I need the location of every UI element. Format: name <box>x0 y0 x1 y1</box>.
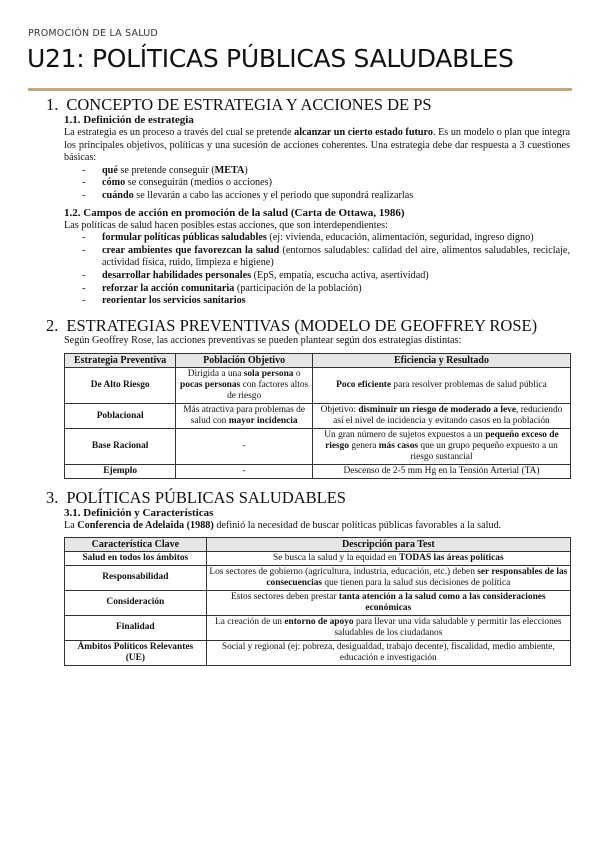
column-header: Descripción para Test <box>206 537 570 551</box>
table-cell: Dirigida a una sola persona o pocas personas con factores altos de riesgo <box>176 368 313 404</box>
table-cell: La creación de un entorno de apoyo para llevar una vida saludable y permitir las elecciones saludables de los ciudadanos <box>206 615 570 640</box>
subsection-3-1-heading: 3.1. Definición y Características <box>64 507 214 520</box>
table-cell: Descenso de 2-5 mm Hg en la Tensión Arterial (TA) <box>312 465 570 479</box>
list-item: - desarrollar habilidades personales (EpS, empatía, escucha activa, asertividad) <box>64 270 570 283</box>
table-cell: Estos sectores deben prestar tanta atención a la salud como a las consideraciones económicas <box>206 590 570 615</box>
row-label: Responsabilidad <box>65 565 207 590</box>
row-label: Base Racional <box>65 429 176 465</box>
table-row <box>65 565 571 590</box>
section-1-heading: 1. CONCEPTO DE ESTRATEGIA Y ACCIONES DE PS <box>46 95 432 114</box>
table-row <box>65 640 571 665</box>
rose-strategies-table <box>64 353 571 479</box>
table-cell: Más atractiva para problemas de salud con mayor incidencia <box>176 404 313 429</box>
list-item: - cuándo se llevarán a cabo las acciones y el periodo que supondrá realizarlas <box>64 190 570 203</box>
list-item: - reorientar los servicios sanitarios <box>64 295 570 308</box>
list-item: - cómo se conseguirán (medios o acciones) <box>64 177 570 190</box>
table-cell: - <box>176 465 313 479</box>
table-header-row <box>65 354 571 368</box>
row-label: Poblacional <box>65 404 176 429</box>
subsection-1-2-heading: 1.2. Campos de acción en promoción de la salud (Carta de Ottawa, 1986) <box>64 206 405 219</box>
column-header: Eficiencia y Resultado <box>312 354 570 368</box>
table-row <box>65 615 571 640</box>
table-cell: - <box>176 429 313 465</box>
title-rule <box>28 88 572 91</box>
row-label: Salud en todos los ámbitos <box>65 551 207 565</box>
table-cell: Los sectores de gobierno (agricultura, industria, educación, etc.) deben ser responsables de las consecuencias que tienen para la salud sus decisiones de política <box>206 565 570 590</box>
action-fields-intro: Las políticas de salud hacen posibles estas acciones, que son interdependientes: <box>64 219 388 231</box>
main-content <box>46 95 570 666</box>
section-3-heading: 3. POLÍTICAS PÚBLICAS SALUDABLES <box>46 488 346 508</box>
table-cell: Se busca la salud y la equidad en TODAS las áreas políticas <box>206 551 570 565</box>
adelaida-definition: La Conferencia de Adelaida (1988) definió la necesidad de buscar políticas públicas favorables a la salud. <box>64 520 502 532</box>
row-label: De Alto Riesgo <box>65 368 176 404</box>
row-label: Consideración <box>65 590 207 615</box>
section-2-heading: 2. ESTRATEGIAS PREVENTIVAS (MODELO DE GEOFFREY ROSE) <box>46 315 538 335</box>
table-row <box>65 590 571 615</box>
table-cell: Un gran número de sujetos expuestos a un pequeño exceso de riesgo genera más casos que un grupo pequeño expuesto a un riesgo sustancial <box>312 429 570 465</box>
table-cell: Objetivo: disminuir un riesgo de moderado a leve, reduciendo así el nivel de incidencia y evitando casos en la población <box>312 404 570 429</box>
action-fields-list <box>64 232 570 308</box>
column-header: Estrategia Preventiva <box>65 354 176 368</box>
list-item: - crear ambientes que favorezcan la salud (entornos saludables: calidad del aire, alimentos saludables, reciclaje, actividad física, ruido, limpieza e higiene) <box>64 245 570 270</box>
table-header-row <box>65 537 571 551</box>
table-cell: Poco eficiente para resolver problemas de salud pública <box>312 368 570 404</box>
row-label: Ejemplo <box>65 465 176 479</box>
table-row <box>65 465 571 479</box>
page-title: U21: POLÍTICAS PÚBLICAS SALUDABLES <box>27 44 514 73</box>
row-label: Finalidad <box>65 615 207 640</box>
table-row <box>65 551 571 565</box>
healthy-policies-table <box>64 537 571 666</box>
list-item: - qué se pretende conseguir (META) <box>64 165 570 178</box>
table-row <box>65 368 571 404</box>
table-row <box>65 404 571 429</box>
strategy-definition: La estrategia es un proceso a través del cual se pretende alcanzar un cierto estado futuro. Es un modelo o plan que integra los principales objetivos, políticas y una sucesión de acciones coherentes. Una estrategia debe dar respuesta a 3 cuestiones básicas: <box>64 127 570 164</box>
row-label: Ámbitos Políticos Relevantes (UE) <box>65 640 207 665</box>
list-item: - reforzar la acción comunitaria (participación de la población) <box>64 283 570 296</box>
table-row <box>65 429 571 465</box>
rose-intro: Según Geoffrey Rose, las acciones preventivas se pueden plantear según dos estrategias distintas: <box>64 334 462 346</box>
column-header: Característica Clave <box>65 537 207 551</box>
column-header: Población Objetivo <box>176 354 313 368</box>
table-cell: Social y regional (ej: pobreza, desigualdad, trabajo decente), fiscalidad, medio ambiente, educación e investigación <box>206 640 570 665</box>
list-item: - formular políticas públicas saludables (ej: vivienda, educación, alimentación, seguridad, ingreso digno) <box>64 232 570 245</box>
subsection-1-1-heading: 1.1. Definición de estrategia <box>64 114 194 126</box>
strategy-questions-list <box>64 165 570 203</box>
section-kicker: PROMOCIÓN DE LA SALUD <box>28 28 158 39</box>
